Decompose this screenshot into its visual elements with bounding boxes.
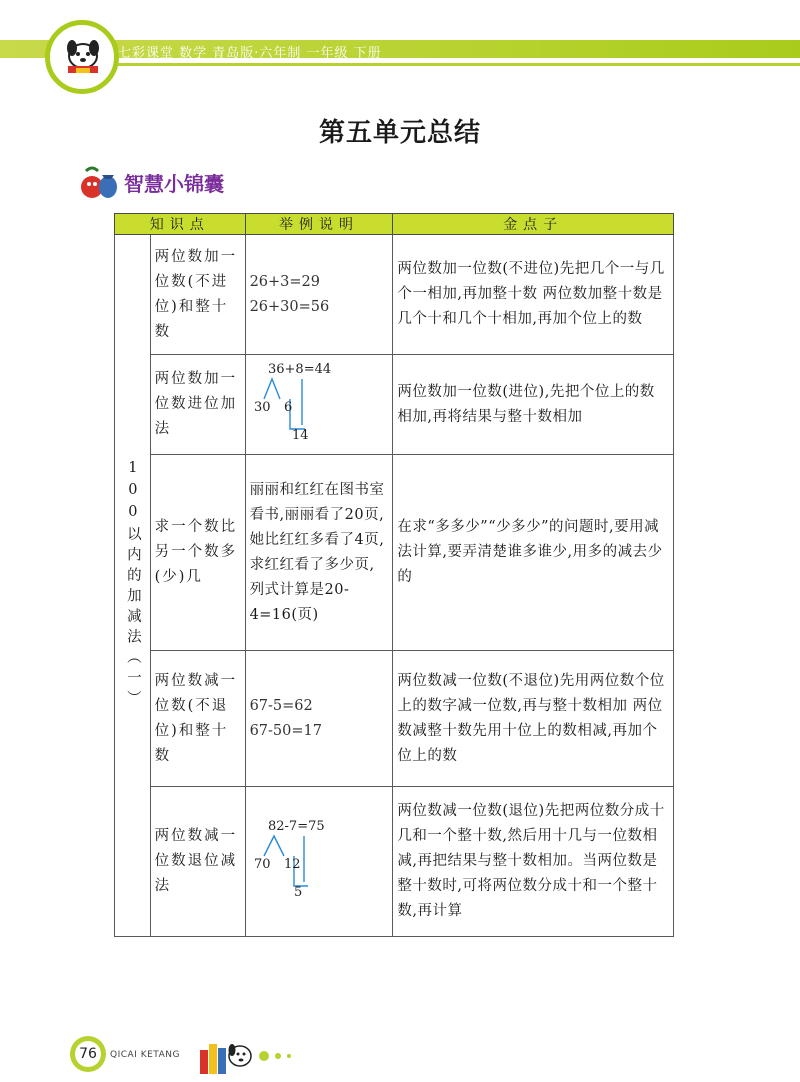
example-line: 26+3=29	[249, 273, 320, 290]
section-heading	[78, 162, 224, 202]
knowledge-point: 两位数加一位数进位加法	[150, 355, 245, 455]
table-row	[115, 787, 674, 937]
series-title: 七彩课堂 数学 青岛版·六年制 一年级 下册	[118, 46, 382, 61]
group-label: 100以内的加减法（一）	[115, 235, 151, 937]
table-row	[115, 455, 674, 651]
table-header-row	[115, 214, 674, 235]
header-knowledge-point: 知识点	[115, 214, 246, 235]
tip-cell: 两位数减一位数(不退位)先用两位数个位上的数字减一位数,再与整十数相加 两位数减整十数先用十位上的数相减,再加个位上的数	[393, 651, 674, 787]
diagram-right: 6	[283, 400, 292, 415]
table-row	[115, 651, 674, 787]
knowledge-point: 两位数加一位数(不进位)和整十数	[150, 235, 245, 355]
diagram-sum: 5	[293, 885, 302, 898]
example-line: 67-50=17	[249, 722, 322, 739]
page-header	[0, 0, 800, 110]
lucky-bag-icon	[78, 165, 118, 199]
summary-table	[114, 213, 674, 937]
section-label: 智慧小锦囊	[124, 171, 224, 196]
example-cell	[245, 235, 393, 355]
brand-name: QICAI KETANG	[110, 1050, 180, 1060]
example-cell: 丽丽和红红在图书室看书,丽丽看了20页,她比红红多看了4页,求红红看了多少页,列式计算是20-4=16(页)	[245, 455, 393, 651]
page-title: 第五单元总结	[318, 118, 481, 148]
table-row	[115, 235, 674, 355]
tip-cell: 两位数加一位数(进位),先把个位上的数相加,再将结果与整十数相加	[393, 355, 674, 455]
example-line: 67-5=62	[249, 697, 313, 714]
diagram-right: 12	[283, 857, 301, 872]
table-row	[115, 355, 674, 455]
header-example: 举例说明	[245, 214, 393, 235]
header-tips: 金点子	[393, 214, 674, 235]
example-cell	[245, 651, 393, 787]
knowledge-point: 求一个数比另一个数多(少)几	[150, 455, 245, 651]
header-rule	[90, 63, 800, 66]
decorative-dots-icon	[258, 1050, 298, 1062]
knowledge-point: 两位数减一位数(不退位)和整十数	[150, 651, 245, 787]
diagram-left: 70	[253, 857, 271, 872]
example-cell	[245, 355, 393, 455]
diagram-equation: 36+8=44	[267, 362, 331, 377]
diagram-equation: 82-7=75	[267, 819, 325, 834]
dog-mascot-icon	[58, 30, 108, 76]
example-line: 26+30=56	[249, 298, 330, 315]
example-cell	[245, 787, 393, 937]
split-diagram	[250, 816, 370, 898]
page-number: 76	[75, 1041, 101, 1067]
tip-cell: 在求“多多少”“少多少”的问题时,要用减法计算,要弄清楚谁多谁少,用多的减去少的	[393, 455, 674, 651]
split-diagram	[250, 359, 370, 441]
books-dog-icon	[196, 1032, 256, 1076]
tip-cell: 两位数减一位数(退位)先把两位数分成十几和一个整十数,然后用十几与一位数相减,再把结果与整十数相加。当两位数是整十数时,可将两位数分成十和一个整十数,再计算	[393, 787, 674, 937]
tip-cell: 两位数加一位数(不进位)先把几个一与几个一相加,再加整十数 两位数加整十数是几个十和几个十相加,再加个位上的数	[393, 235, 674, 355]
knowledge-point: 两位数减一位数退位减法	[150, 787, 245, 937]
diagram-sum: 14	[291, 428, 309, 441]
diagram-left: 30	[253, 400, 271, 415]
